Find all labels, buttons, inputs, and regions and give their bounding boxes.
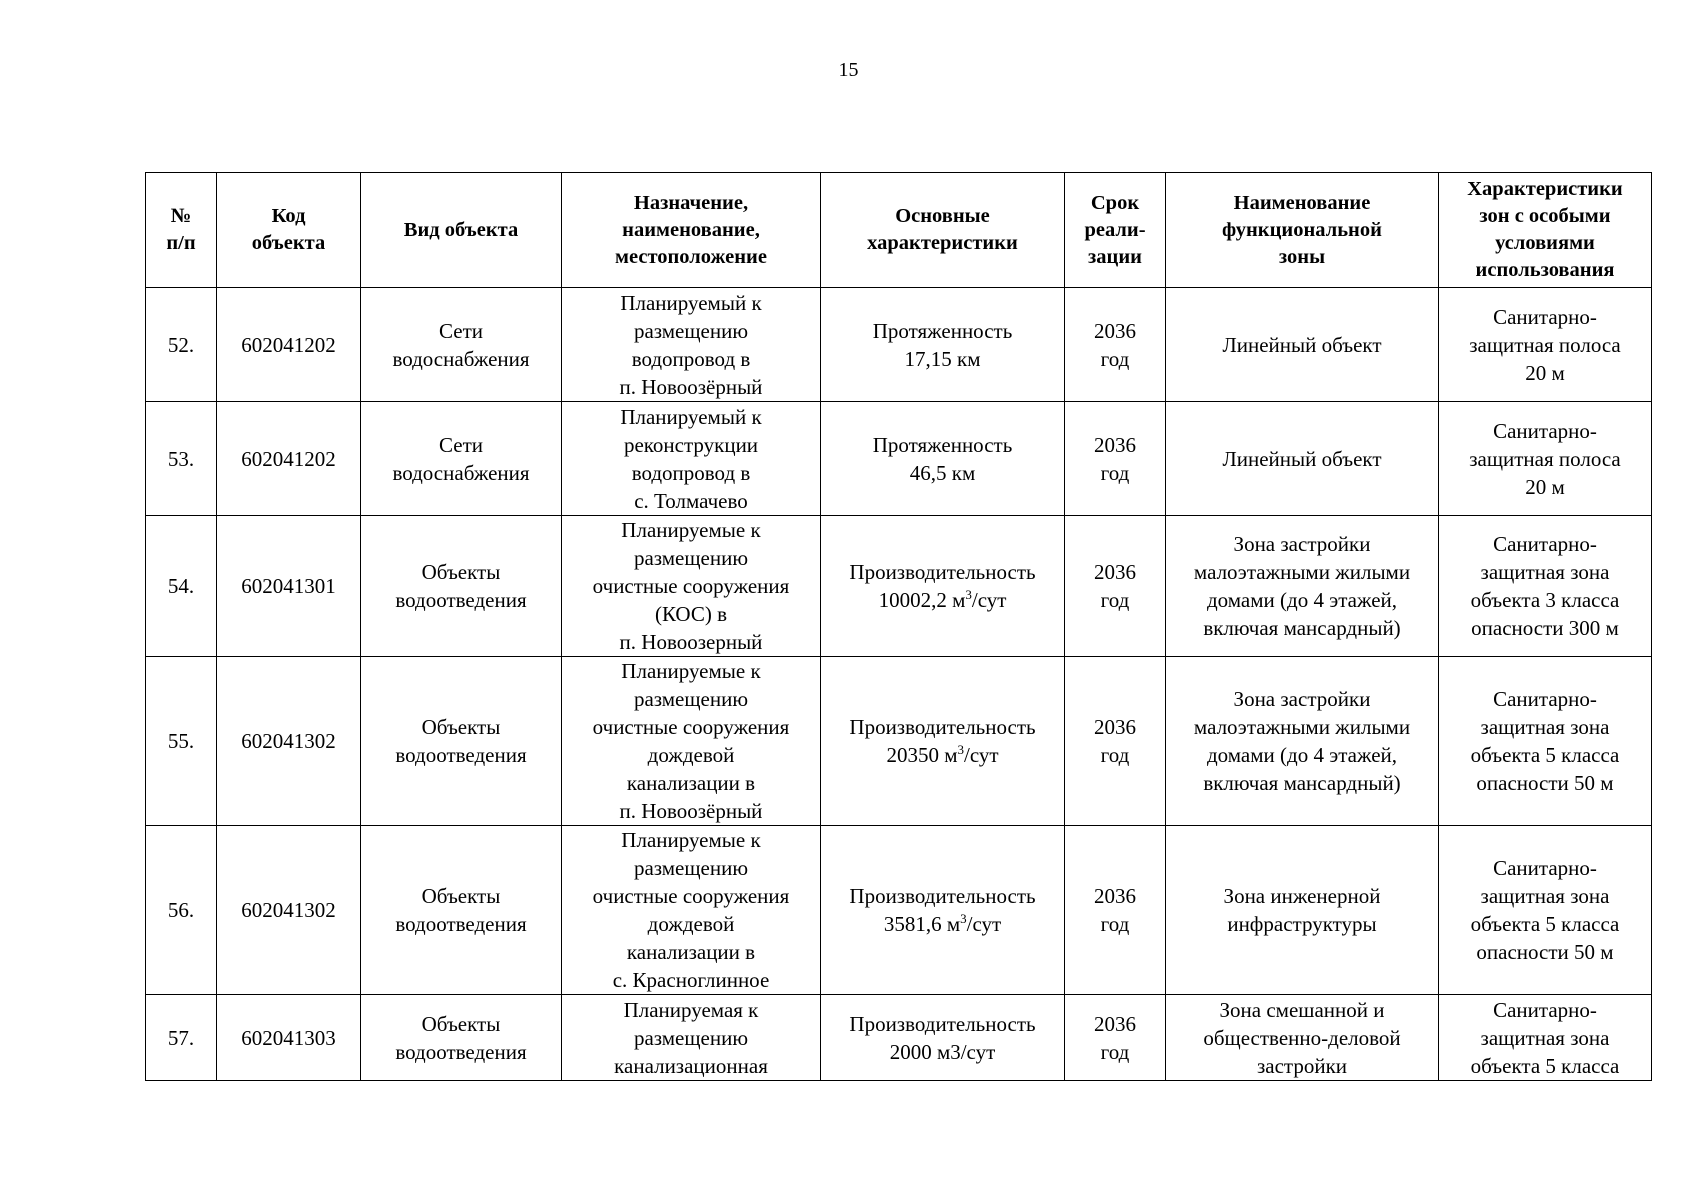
cell-number: 55. — [146, 657, 217, 826]
cell-special-zone: Санитарно- защитная зона объекта 3 класса опасности 300 м — [1439, 516, 1652, 657]
cell-code: 602041301 — [217, 516, 361, 657]
cell-object-type: Объекты водоотведения — [361, 995, 562, 1081]
cell-special-zone: Санитарно- защитная полоса 20 м — [1439, 402, 1652, 516]
header-special-zone: Характеристики зон с особыми условиями использования — [1439, 173, 1652, 288]
cell-characteristics — [821, 995, 1065, 1081]
table-row — [146, 995, 1652, 1081]
cell-object-type: Сети водоснабжения — [361, 402, 562, 516]
table-row — [146, 516, 1652, 657]
cell-code: 602041302 — [217, 826, 361, 995]
cell-characteristics — [821, 826, 1065, 995]
cell-code: 602041303 — [217, 995, 361, 1081]
table-row — [146, 826, 1652, 995]
objects-table — [145, 172, 1652, 1081]
characteristics-text: Протяженность 46,5 км — [872, 432, 1013, 485]
cell-functional-zone: Зона застройки малоэтажными жилыми домами (до 4 этажей, включая мансардный) — [1166, 657, 1439, 826]
cell-term: 2036 год — [1065, 826, 1166, 995]
cell-special-zone: Санитарно- защитная полоса 20 м — [1439, 288, 1652, 402]
cell-code: 602041202 — [217, 288, 361, 402]
cell-purpose: Планируемые к размещению очистные сооружения дождевой канализации в п. Новоозёрный — [562, 657, 821, 826]
cell-object-type: Объекты водоотведения — [361, 826, 562, 995]
cell-purpose: Планируемый к реконструкции водопровод в с. Толмачево — [562, 402, 821, 516]
cell-number: 57. — [146, 995, 217, 1081]
cell-term: 2036 год — [1065, 288, 1166, 402]
characteristics-text: Производительность 20350 м — [849, 715, 1036, 767]
cell-characteristics — [821, 288, 1065, 402]
table-row — [146, 402, 1652, 516]
cell-term: 2036 год — [1065, 402, 1166, 516]
header-functional-zone: Наименование функциональной зоны — [1166, 173, 1439, 288]
unit-superscript: 3 — [957, 742, 964, 757]
cell-special-zone: Санитарно- защитная зона объекта 5 класса опасности 50 м — [1439, 826, 1652, 995]
characteristics-text: Производительность 10002,2 м — [849, 560, 1036, 612]
unit-tail: /сут — [971, 588, 1007, 612]
characteristics-text: Производительность 2000 м3/сут — [849, 1011, 1036, 1064]
cell-characteristics — [821, 402, 1065, 516]
cell-number: 56. — [146, 826, 217, 995]
cell-number: 52. — [146, 288, 217, 402]
header-term: Срок реали- зации — [1065, 173, 1166, 288]
table-body — [146, 288, 1652, 1081]
cell-object-type: Объекты водоотведения — [361, 657, 562, 826]
cell-characteristics — [821, 657, 1065, 826]
cell-functional-zone: Зона инженерной инфраструктуры — [1166, 826, 1439, 995]
cell-purpose: Планируемые к размещению очистные сооружения дождевой канализации в с. Красноглинное — [562, 826, 821, 995]
table-header-row — [146, 173, 1652, 288]
unit-tail: /сут — [963, 743, 999, 767]
cell-purpose: Планируемая к размещению канализационная — [562, 995, 821, 1081]
cell-functional-zone: Зона смешанной и общественно-деловой застройки — [1166, 995, 1439, 1081]
cell-functional-zone: Линейный объект — [1166, 288, 1439, 402]
cell-purpose: Планируемый к размещению водопровод в п. Новоозёрный — [562, 288, 821, 402]
characteristics-text: Протяженность 17,15 км — [872, 318, 1013, 371]
cell-term: 2036 год — [1065, 657, 1166, 826]
cell-special-zone: Санитарно- защитная зона объекта 5 класса опасности 50 м — [1439, 657, 1652, 826]
cell-term: 2036 год — [1065, 516, 1166, 657]
cell-functional-zone: Зона застройки малоэтажными жилыми домами (до 4 этажей, включая мансардный) — [1166, 516, 1439, 657]
cell-number: 53. — [146, 402, 217, 516]
header-object-type: Вид объекта — [361, 173, 562, 288]
page-number: 15 — [838, 59, 859, 81]
header-code: Код объекта — [217, 173, 361, 288]
cell-object-type: Объекты водоотведения — [361, 516, 562, 657]
cell-object-type: Сети водоснабжения — [361, 288, 562, 402]
cell-characteristics — [821, 516, 1065, 657]
unit-superscript: 3 — [960, 911, 967, 926]
cell-term: 2036 год — [1065, 995, 1166, 1081]
header-number: № п/п — [146, 173, 217, 288]
cell-code: 602041202 — [217, 402, 361, 516]
header-purpose: Назначение, наименование, местоположение — [562, 173, 821, 288]
header-characteristics: Основные характеристики — [821, 173, 1065, 288]
cell-number: 54. — [146, 516, 217, 657]
unit-tail: /сут — [966, 912, 1002, 936]
cell-purpose: Планируемые к размещению очистные сооружения (КОС) в п. Новоозерный — [562, 516, 821, 657]
cell-functional-zone: Линейный объект — [1166, 402, 1439, 516]
table-row — [146, 288, 1652, 402]
cell-special-zone: Санитарно- защитная зона объекта 5 класса — [1439, 995, 1652, 1081]
characteristics-text: Производительность 3581,6 м — [849, 884, 1036, 936]
table-row — [146, 657, 1652, 826]
cell-code: 602041302 — [217, 657, 361, 826]
unit-superscript: 3 — [965, 587, 972, 602]
